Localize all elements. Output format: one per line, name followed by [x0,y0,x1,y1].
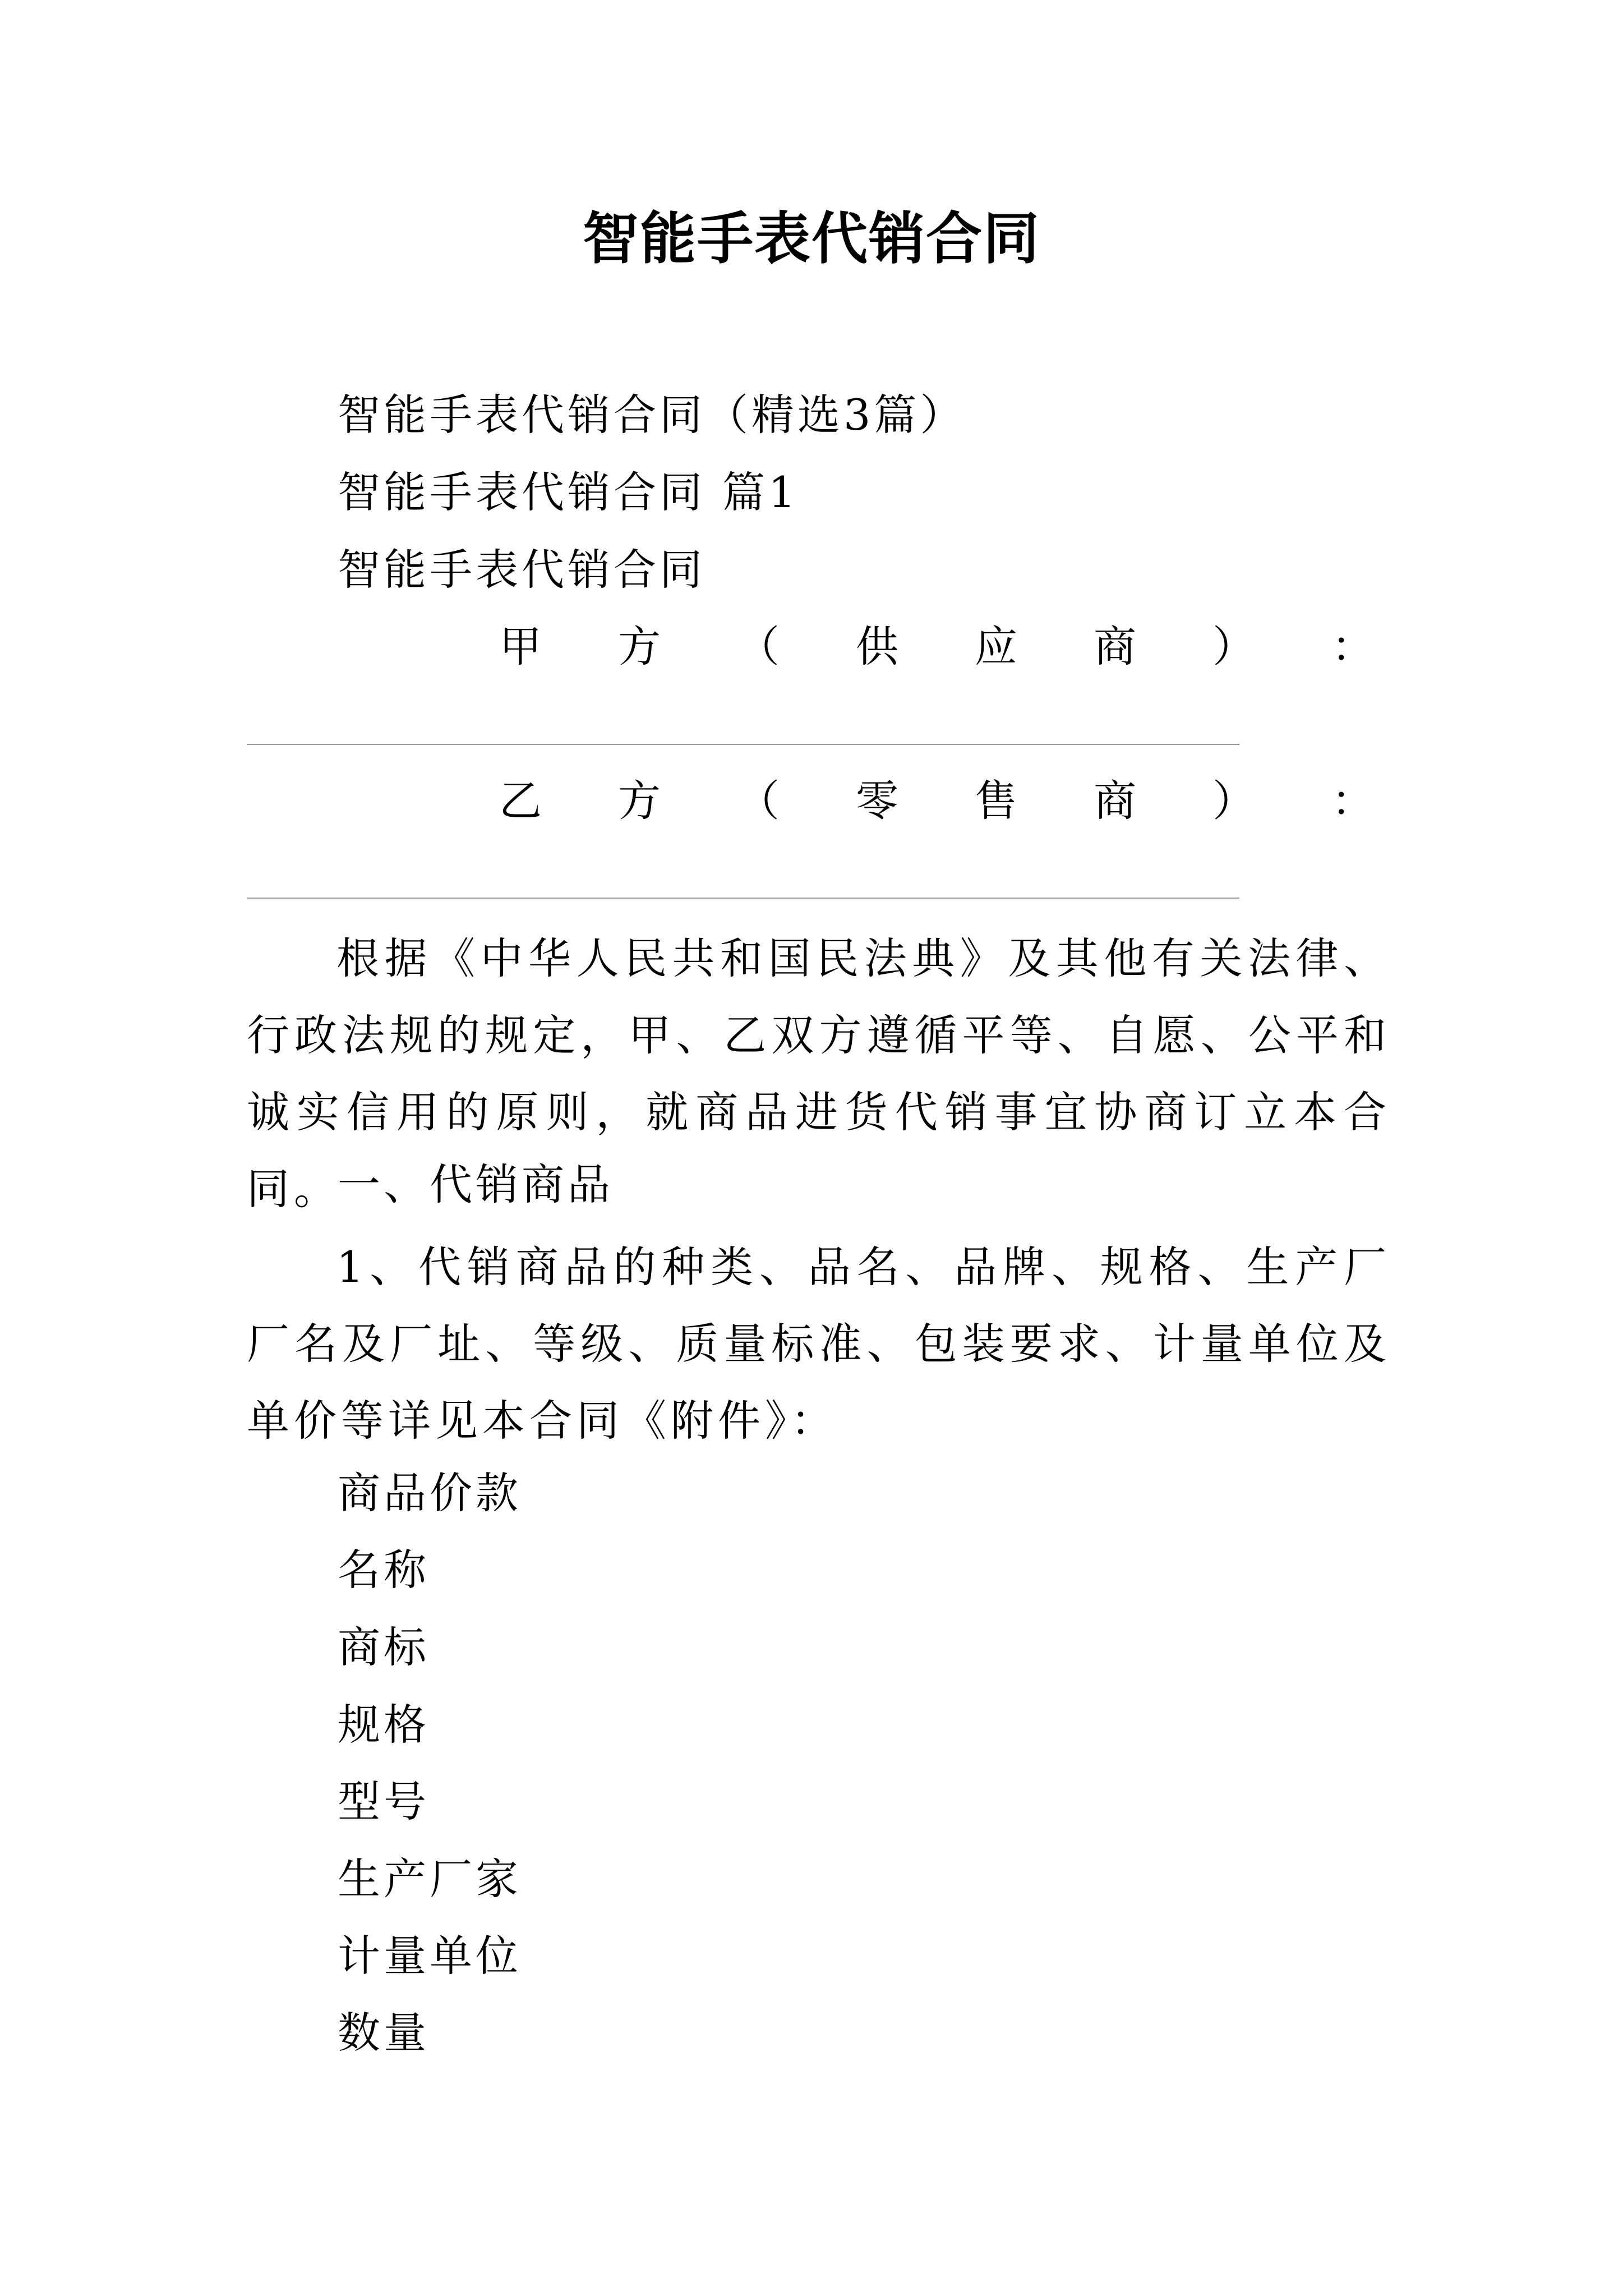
contract-heading: 智能手表代销合同 [338,545,706,595]
item-line: 规格 [338,1700,430,1750]
party-a-line [499,619,1374,675]
party-b-char: 零 [856,776,898,826]
party-b-underline [247,898,1239,899]
intro-paragraph: 根据《中华人民共和国民法典》及其他有关法律、行政法规的规定，甲、乙双方遵循平等、自愿、公平和诚实信用的原则，就商品进货代销事宜协商订立本合同。 [247,933,1391,1214]
party-b-line [499,773,1374,829]
section-heading: 智能手表代销合同 篇1 [338,467,799,517]
party-a-char: 供 [856,622,898,671]
party-a-char: 应 [975,622,1017,671]
party-b-char: （ [737,776,780,826]
party-a-underline [247,744,1239,745]
party-b-char: ） [1212,776,1255,826]
party-a-char: 甲 [499,622,542,671]
item-line: 计量单位 [338,1931,522,1981]
item-line: 数量 [338,2008,430,2058]
party-a-char: 商 [1094,622,1136,671]
party-b-char: 方 [618,776,661,826]
item-line: 名称 [338,1545,430,1595]
party-a-char: 方 [618,622,661,671]
item-line: 商品价款 [338,1468,522,1518]
party-b-char: 乙 [499,776,542,826]
document-subtitle: 智能手表代销合同（精选3篇） [338,390,966,440]
party-a-char: （ [737,622,780,671]
item-line: 型号 [338,1777,430,1826]
clause-one: 1、代销商品的种类、品名、品牌、规格、生产厂厂名及厂址、等级、质量标准、包装要求、计量单位及单价等详见本合同《附件》： [247,1242,1391,1446]
party-b-char: 商 [1094,776,1136,826]
party-b-char: ： [1331,776,1374,826]
document-title: 智能手表代销合同 [583,205,1040,272]
party-a-char: ） [1212,622,1255,671]
party-b-char: 售 [975,776,1017,826]
item-line: 生产厂家 [338,1854,522,1904]
section-one-heading: 一、代销商品 [338,1159,614,1209]
party-a-char: ： [1331,622,1374,671]
item-line: 商标 [338,1622,430,1672]
